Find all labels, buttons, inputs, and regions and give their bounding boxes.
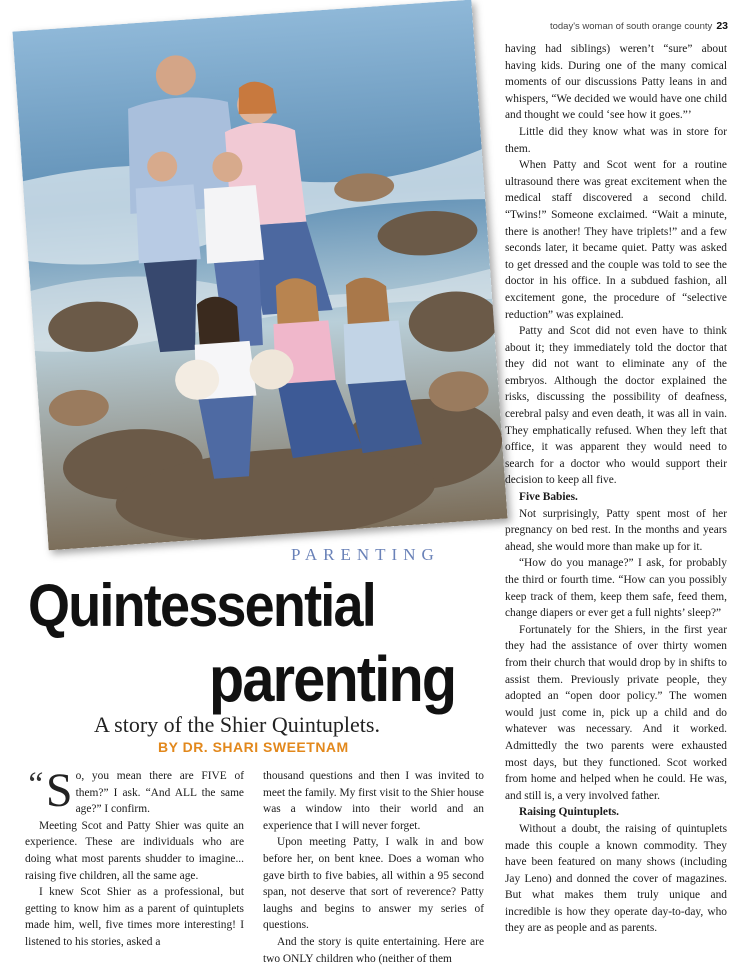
family-photo-illustration <box>12 0 507 550</box>
article-column-2 <box>263 768 484 967</box>
magazine-name: today's woman of south orange county <box>549 21 713 32</box>
headline-line-1: Quintessential <box>28 572 375 639</box>
subtitle: A story of the Shier Quintuplets. <box>94 712 380 737</box>
subheading-raising-quintuplets: Raising Quintuplets. <box>519 806 620 819</box>
paragraph: Little did they know what was in store for them. <box>505 125 727 155</box>
paragraph: “How do you manage?” I ask, for probably the third or fourth time. “How can you possibly keep track of them, keep them safe, feed them, change diapers or ever get a full nights’ sleep?” <box>505 557 727 620</box>
article-column-1 <box>25 764 244 951</box>
paragraph: Not surprisingly, Patty spent most of her pregnancy on bed rest. In the months and years ahead, she would more than make up for it. <box>505 507 727 553</box>
section-label: PARENTING <box>291 545 440 564</box>
article-column-3 <box>505 41 727 937</box>
paragraph: When Patty and Scot went for a routine ultrasound there was great excitement when the medical staff discovered a second child. “Twins!” Someone exclaimed. “Wait a minute, there is another! They have triplets!” and a few seconds later, it became quiet. Patty was asked to get dressed and the couple was told to see the doctor in his office. In a subdued fashion, all excitement gone, the procedure of “selective reduction” was explained. <box>505 159 727 321</box>
paragraph: And the story is quite entertaining. Here are two ONLY children who (neither of them <box>263 935 484 965</box>
dropcap-letter: S <box>45 764 73 817</box>
opening-paragraph <box>25 764 244 818</box>
opening-text: o, you mean there are FIVE of them?” I ask. “And ALL the same age?” I confirm. <box>75 770 244 816</box>
byline: BY DR. SHARI SWEETNAM <box>158 739 349 755</box>
page-number: 23 <box>716 20 728 32</box>
paragraph: Fortunately for the Shiers, in the first year they had the assistance of over thirty women from their church that would drop by in shifts to assist them. Previously private people, they adopted an “open door policy.” The women would just come in, pick up a child and do whatever was necessary. And it worked. Admittedly the two parents were exhausted most days, but they functioned. Scot worked from home and helped when he could. He was, and still is, a very involved father. <box>505 623 727 802</box>
paragraph: thousand questions and then I was invited to meet the family. My first visit to the Shier house was a window into their world and an experience that I will never forget. <box>263 770 484 832</box>
paragraph: I knew Scot Shier as a professional, but getting to know him as a parent of quintuplets made him, well, five times more interesting! I listened to his stories, asked a <box>25 886 244 948</box>
paragraph: Meeting Scot and Patty Shier was quite an experience. These are individuals who are doing what most parents shudder to imagine... raising five children, all the same age. <box>25 819 244 882</box>
paragraph: Patty and Scot did not even have to think about it; they immediately told the doctor that they did not want to eliminate any of the embryos. Although the doctor explained the risks, discussing the possibility of deafness, cerebral palsy and even death, it was all in vain. They emphatically refused. When they left that office, it was apparent they would need to search for a doctor who would support their decision to keep all five. <box>505 325 727 487</box>
headline-line-2: parenting <box>209 643 456 715</box>
dropcap-quote: “ <box>25 766 44 803</box>
page-header <box>550 20 728 32</box>
paragraph: having had siblings) weren’t “sure” about having kids. During one of the many comical moments of our discussions Patty leans in and whispers, “We decided we would have one child and thought we could ‘see how it goes.”’ <box>505 43 727 122</box>
paragraph: Without a doubt, the raising of quintuplets made this couple a known commodity. They have been featured on many shows (including Jay Leno) and donned the cover of magazines. But what makes them truly unique and incredible is how they operate day-to-day, who they are as people and as parents. <box>505 822 727 935</box>
subheading-five-babies: Five Babies. <box>519 491 578 504</box>
family-photo <box>12 0 507 550</box>
paragraph: Upon meeting Patty, I walk in and bow before her, on bent knee. Does a woman who gave birth to five babies, all within a 95 second span, not deserve that sort of reverence? Patty laughs and begins to answer my series of questions. <box>263 836 484 932</box>
